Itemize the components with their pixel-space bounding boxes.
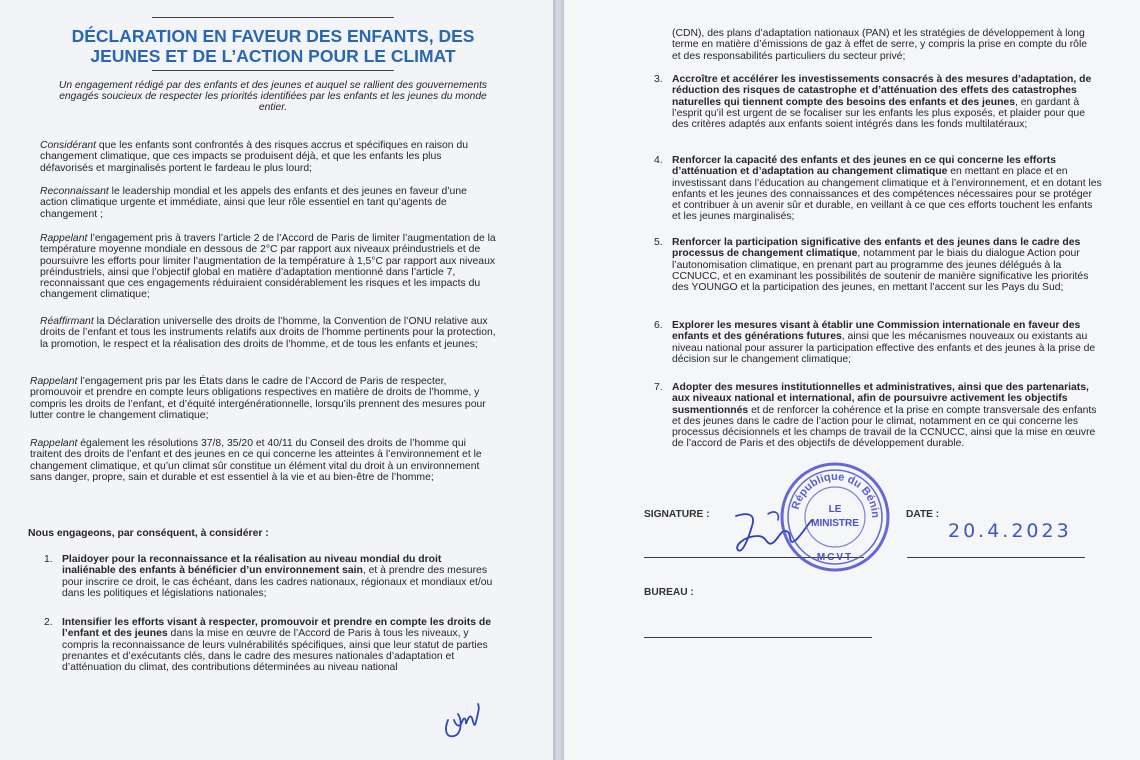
date-line [907, 557, 1085, 558]
date-label: DATE : [906, 509, 940, 520]
preamble-lead: Rappelant [40, 233, 88, 244]
preamble-lead: Reconnaissant [40, 186, 109, 197]
item-number: 7. [654, 382, 663, 393]
preamble-paragraph [40, 186, 496, 220]
document-title [40, 26, 506, 66]
item-text: , notamment par le biais du dialogue Action pour l’autonomisation climatique, en prenant part au programme des jeunes délégués à la CCNUCC, et en examinant les possibilités de soutenir de manière significative les priorités des YOUNGO et la participation des jeunes, en mettant l’accent sur les Pays du Sud; [672, 248, 1089, 294]
preamble-paragraph [30, 376, 496, 421]
preamble-text: le leadership mondial et les appels des enfants et des jeunes en faveur d’une action climatique urgente et immédiate, ainsi que leur rôle essentiel en tant qu’agents de changement ; [40, 186, 467, 220]
stamp-ring-text: République du Bénin [789, 470, 882, 519]
date-handwritten: 20.4.2023 [948, 520, 1072, 542]
commitment-item [44, 617, 494, 673]
preamble-lead: Réaffirmant [40, 316, 94, 327]
page-gutter [553, 0, 564, 760]
continuation-text: (CDN), des plans d’adaptation nationaux (PAN) et les stratégies de développement à long terme en matière d’émissions de gaz à effet de serre, y compris la prise en compte du rôle et des responsabilités particuliers du secteur privé; [672, 28, 1088, 62]
item-bold-text: Renforcer la capacité des enfants et des jeunes en ce qui concerne les efforts d’atténuation et d’adaptation au changement climatique [672, 155, 1057, 178]
stamp-line-2: MINISTRE [811, 518, 859, 529]
item-bold-text: Explorer les mesures visant à établir une Commission internationale en faveur des enfants et des générations futures [672, 320, 1081, 343]
item-text: et de renforcer la cohérence et la prise en compte transversale des enfants et des jeunes dans le cadre de l’action pour le climat, notamment en ce qui concerne les processus décisionnels et les champs de travail de la CCNUCC, ainsi que la mise en œuvre de l’accord de Paris et des objectifs de développement durable. [672, 404, 1097, 450]
item-bold-text: Accroître et accélérer les investissements consacrés à des mesures d’adaptation, de réduction des risques de catastrophe et d’atténuation des effets des catastrophes naturelles qui tiennent compte des besoins des enfants et des jeunes [672, 74, 1092, 108]
item-text: , en gardant à l’esprit qu’il est urgent de se focaliser sur les enfants les plus exposés, et plaider pour que des critères adaptés aux enfants soient intégrés dans les fonds multilatéraux; [672, 96, 1085, 131]
title-bottom-rule [152, 70, 394, 71]
preamble-text: la Déclaration universelle des droits de l’homme, la Convention de l’ONU relative aux droits de l’enfant et tous les instruments relatifs aux droits de l’homme pertinents pour la protection, la promotion, le respect et la réalisation des droits de l’homme, et de tous les enfants et jeunes; [40, 316, 496, 350]
item-text: dans la mise en œuvre de l’Accord de Paris à tous les niveaux, y compris la reconnaissance de leurs vulnérabilités spécifiques, ainsi que leur statut de parties prenantes et d’exécutants clés, dans le cadre des mesures nationales d’adaptation et d’atténuation du climat, des contributions déterminées au niveau national [62, 628, 488, 674]
stamp-line-1: LE [828, 504, 842, 515]
preamble-text: l’engagement pris par les États dans le cadre de l’Accord de Paris de respecter, promouvoir et prendre en compte leurs obligations respectives en matière de droits de l’homme, y compris les droits de l’enfant, et d’équité intergénérationnelle, lorsqu’ils prennent des mesures pour lutter contre le changement climatique; [30, 376, 486, 421]
preamble-lead: Rappelant [30, 376, 78, 387]
preamble-paragraph [30, 438, 496, 483]
item-text: , et à prendre des mesures pour inscrire ce droit, le cas échéant, dans les cadres nationaux, régionaux et mondiaux et/ou dans les politiques et législations nationales; [62, 565, 493, 599]
item-bold-text: Renforcer la participation significative des enfants et des jeunes dans le cadre des processus de changement climatique [672, 237, 1081, 260]
preamble-lead: Rappelant [30, 438, 78, 449]
item-bold-text: Plaidoyer pour la reconnaissance et la réalisation au niveau mondial du droit inaliénable des enfants à bénéficier d’un environnement sain [62, 554, 442, 577]
commitment-item [654, 74, 1102, 130]
preamble-paragraph [40, 233, 496, 301]
item-number: 3. [654, 74, 663, 85]
official-stamp [778, 460, 892, 574]
item-number: 6. [654, 320, 663, 331]
bureau-label: BUREAU : [644, 587, 694, 598]
preamble-text: que les enfants sont confrontés à des risques accrus et spécifiques en raison du changement climatique, que ces impacts se produisent déjà, et que les enfants les plus défavorisés et marginalisés portent le fardeau le plus lourd; [40, 140, 469, 174]
item-text: en mettant en place et en investissant dans l’éducation au changement climatique et à l’environnement, et en dotant les enfants et les jeunes des connaissances et des compétences nécessaires pour se protéger et contribuer à un avenir sûr et durable, en veillant à ce que ces efforts touchent les enfants et les jeunes marginalisés; [672, 166, 1102, 223]
commitment-item [654, 320, 1102, 365]
title-line-2: JEUNES ET DE L’ACTION POUR LE CLIMAT [90, 46, 456, 66]
preamble-text: l’engagement pris à travers l’article 2 de l’Accord de Paris de limiter l’augmentation de la température moyenne mondiale en dessous de 2°C par rapport aux niveaux préindustriels et de poursuivre les efforts pour limiter l’augmentation de la température à 1,5°C par rapport aux niveaux préindustriels, ainsi que l’objectif global en matière d’adaptation mentionné dans l’article 7, reconnaissant que ces engagements réduiraient considérablement les risques et les impacts du changement climatique; [40, 233, 496, 301]
preamble-text: également les résolutions 37/8, 35/20 et 40/11 du Conseil des droits de l’homme qui traitent des droits de l’enfant et des jeunes en ce qui concerne les atteintes à l’environnement et le changement climatique, et qu’un climat sûr constitue un élément vital du droit à un environnement sans danger, propre, sain et durable et est essentiel à la vie et au bien-être de l’homme; [30, 438, 482, 483]
initials-signature [440, 698, 486, 742]
commitment-item [654, 155, 1102, 223]
commitment-item [44, 554, 494, 599]
title-line-1: DÉCLARATION EN FAVEUR DES ENFANTS, DES [71, 26, 475, 46]
item-number: 1. [44, 554, 53, 565]
item-bold-text: Adopter des mesures institutionnelles et administratives, ainsi que des partenariats, aux niveaux national et international, afin de poursuivre activement les objectifs susmentionnés [672, 382, 1089, 416]
item-text: , ainsi que les mécanismes nouveaux ou existants au niveau national pour assurer la participation effective des enfants et des jeunes à la prise de décision sur le changement climatique; [672, 331, 1096, 365]
signature-label: SIGNATURE : [644, 509, 710, 520]
document-subtitle: Un engagement rédigé par des enfants et des jeunes et auquel se rallient des gouvernements engagés soucieux de respecter les priorités identifiées par les enfants et les jeunes du monde entier. [58, 80, 488, 114]
commitment-item [654, 237, 1102, 293]
item-number: 2. [44, 617, 53, 628]
item-bold-text: Intensifier les efforts visant à respecter, promouvoir et prendre en compte les droits de l’enfant et des jeunes [62, 617, 492, 640]
stamp-bottom-text: MCVT [816, 552, 854, 563]
preamble-paragraph [40, 316, 496, 350]
title-top-rule [152, 17, 394, 18]
preamble-paragraph [40, 140, 496, 174]
commitment-item [654, 382, 1102, 450]
preamble-lead: Considérant [40, 140, 97, 151]
bureau-line [644, 637, 872, 638]
commitment-heading: Nous engageons, par conséquent, à considérer : [28, 528, 269, 539]
item-number: 5. [654, 237, 663, 248]
item-number: 4. [654, 155, 663, 166]
